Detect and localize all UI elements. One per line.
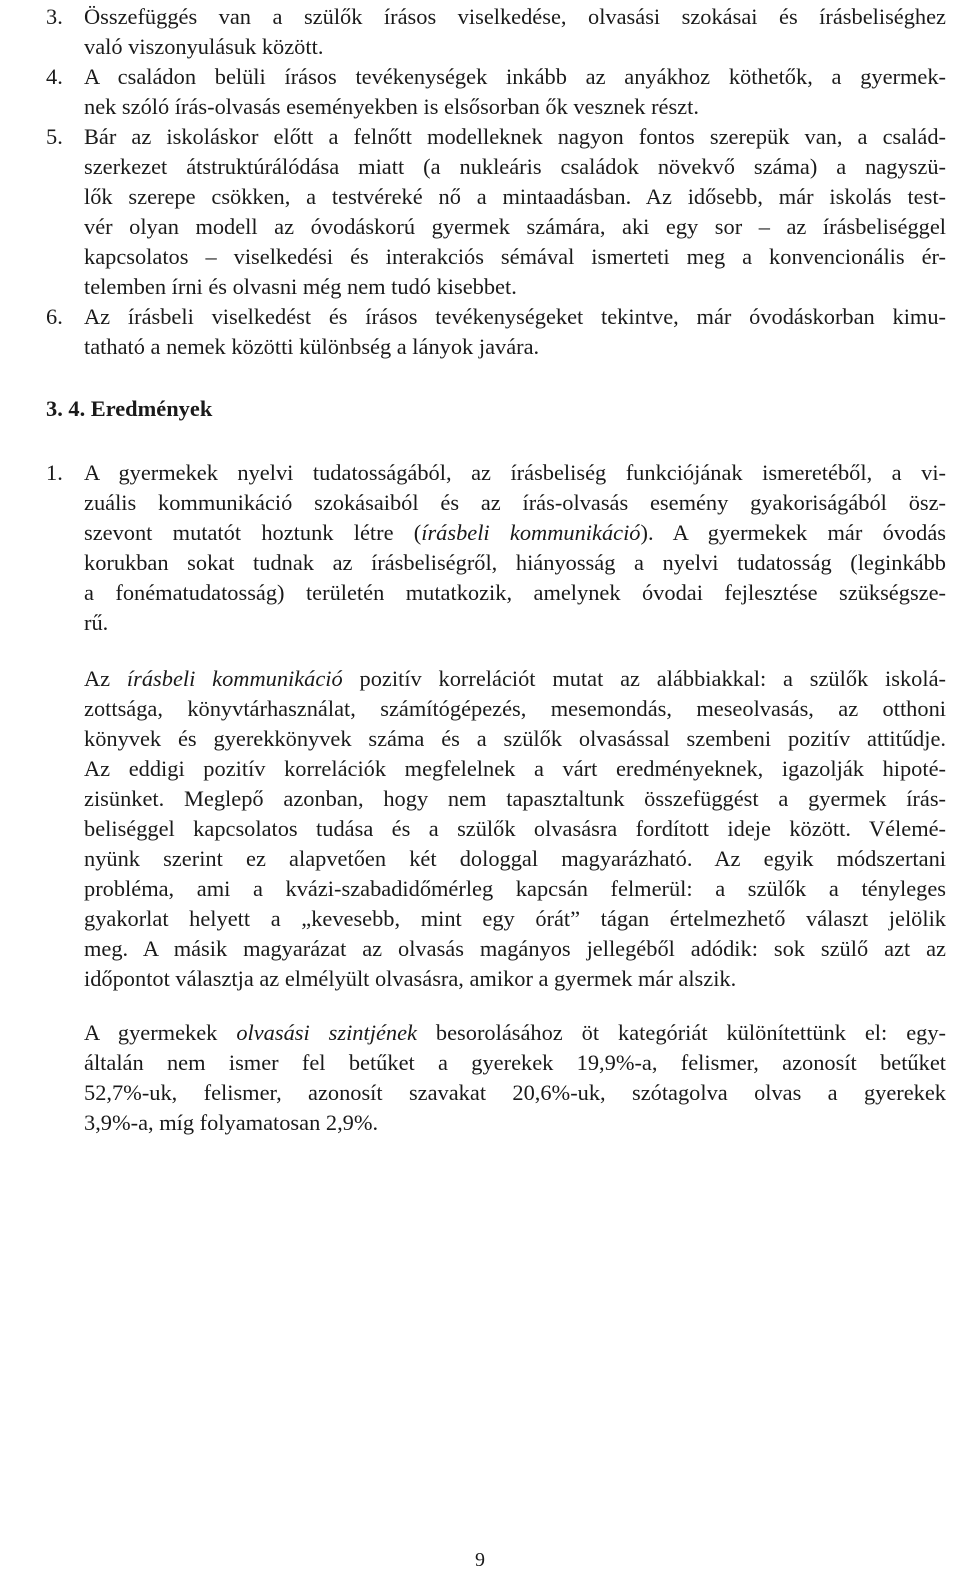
text-line: Bár az iskoláskor előtt a felnőtt modelleknek nagyon fontos szerepük van, a család- — [84, 124, 946, 149]
emphasis: írásbeli kommunikáció — [421, 520, 641, 545]
text-line: A családon belüli írásos tevékenységek inkább az anyákhoz köthetők, a gyermek- — [84, 64, 946, 89]
paragraph-correlations-body — [84, 694, 946, 994]
text-line: való viszonyulásuk között. — [84, 34, 324, 59]
emphasis: olvasási szintjének — [236, 1020, 417, 1045]
text-line: probléma, ami a kvázi-szabadidőmérleg kapcsán felmerül: a szülők a tényleges — [84, 876, 946, 901]
text-line: általán nem ismer fel betűket a gyerekek 19,9%-a, felismer, azonosít betűket — [84, 1050, 946, 1075]
text-line: gyakorlat helyett a „kevesebb, mint egy órát” tágan értelmezhető választ jelölik — [84, 906, 946, 931]
text-line: zottsága, könyvtárhasználat, számítógépezés, mesemondás, meseolvasás, az otthoni — [84, 696, 946, 721]
text-line: könyvek és gyerekkönyvek száma és a szülők olvasással szembeni pozitív attitűdje. — [84, 726, 946, 751]
text-line: nyünk szerint ez alapvetően két dologgal magyarázható. Az egyik módszertani — [84, 846, 946, 871]
text-line: rű. — [84, 610, 109, 635]
emphasis: írásbeli kommunikáció — [126, 666, 343, 691]
list-item-number: 4. — [46, 64, 63, 89]
list-item-number: 3. — [46, 4, 63, 29]
list-item — [46, 302, 946, 362]
text-line: Az eddigi pozitív korrelációk megfelelnek a várt eredményeknek, igazolják hipoté- — [84, 756, 946, 781]
list-item-number: 6. — [46, 304, 63, 329]
section-heading: 3. 4. Eredmények — [46, 396, 213, 421]
page-number: 9 — [475, 1549, 485, 1571]
text-line: időpontot választja az elmélyült olvasásra, amikor a gyermek már alszik. — [84, 966, 737, 991]
list-item — [46, 122, 946, 302]
text-line: Összefüggés van a szülők írásos viselkedése, olvasási szokásai és írásbeliséghez — [84, 4, 946, 29]
text-line: a fonématudatosság) területén mutatkozik, amelynek óvodai fejlesztése szükségsze- — [84, 580, 946, 605]
list-item-number: 5. — [46, 124, 63, 149]
text-line: tatható a nemek közötti különbség a lányok javára. — [84, 334, 540, 359]
text-line: vér olyan modell az óvodáskorú gyermek számára, aki egy sor – az írásbeliséggel — [84, 214, 946, 239]
text-line: nek szóló írás-olvasás eseményekben is elsősorban ők vesznek részt. — [84, 94, 699, 119]
text-line: lők szerepe csökken, a testvéreké nő a mintaadásban. Az idősebb, már iskolás test- — [84, 184, 946, 209]
text-line: 3,9%-a, míg folyamatosan 2,9%. — [84, 1110, 379, 1135]
text-line: telemben írni és olvasni még nem tudó kisebbet. — [84, 274, 517, 299]
text-line: szerkezet átstruktúrálódása miatt (a nukleáris családok növekvő száma) a nagyszü- — [84, 154, 946, 179]
hypotheses-list — [46, 2, 946, 362]
results-list — [46, 458, 946, 638]
paragraph-correlations — [84, 664, 946, 694]
text-line: A gyermekek nyelvi tudatosságából, az írásbeliség funkciójának ismeretéből, a vi- — [84, 460, 946, 485]
list-item — [46, 62, 946, 122]
text-line: A gyermekek olvasási szintjének besorolásához öt kategóriát különítettünk el: egy- — [84, 1020, 946, 1045]
text-line: kapcsolatos – viselkedési és interakciós sémával ismerteti meg a konvencionális ér- — [84, 244, 946, 269]
text-line: zuális kommunikáció szokásaiból és az írás-olvasás esemény gyakoriságából ösz- — [84, 490, 946, 515]
text-line: Az írásbeli viselkedést és írásos tevékenységeket tekintve, már óvodáskorban kimu- — [84, 304, 946, 329]
paragraph-reading-levels — [84, 1018, 946, 1138]
text-line: 52,7%-uk, felismer, azonosít szavakat 20,6%-uk, szótagolva olvas a gyerekek — [84, 1080, 946, 1105]
list-item — [46, 458, 946, 638]
text-line: szevont mutatót hoztunk létre (írásbeli kommunikáció). A gyermekek már óvodás — [84, 520, 947, 545]
text-line: meg. A másik magyarázat az olvasás magányos jellegéből adódik: sok szülő azt az — [84, 936, 946, 961]
text-line: korukban sokat tudnak az írásbeliségről, hiányosság a nyelvi tudatosság (leginkább — [84, 550, 946, 575]
list-item — [46, 2, 946, 62]
text-line: beliséggel kapcsolatos tudása és a szülők olvasásra fordított ideje között. Vélemé- — [84, 816, 946, 841]
text-line: zisünket. Meglepő azonban, hogy nem tapasztaltunk összefüggést a gyermek írás- — [84, 786, 946, 811]
list-item-number: 1. — [46, 460, 63, 485]
text-line: Az írásbeli kommunikáció pozitív korrelációt mutat az alábbiakkal: a szülők iskolá- — [84, 666, 946, 691]
